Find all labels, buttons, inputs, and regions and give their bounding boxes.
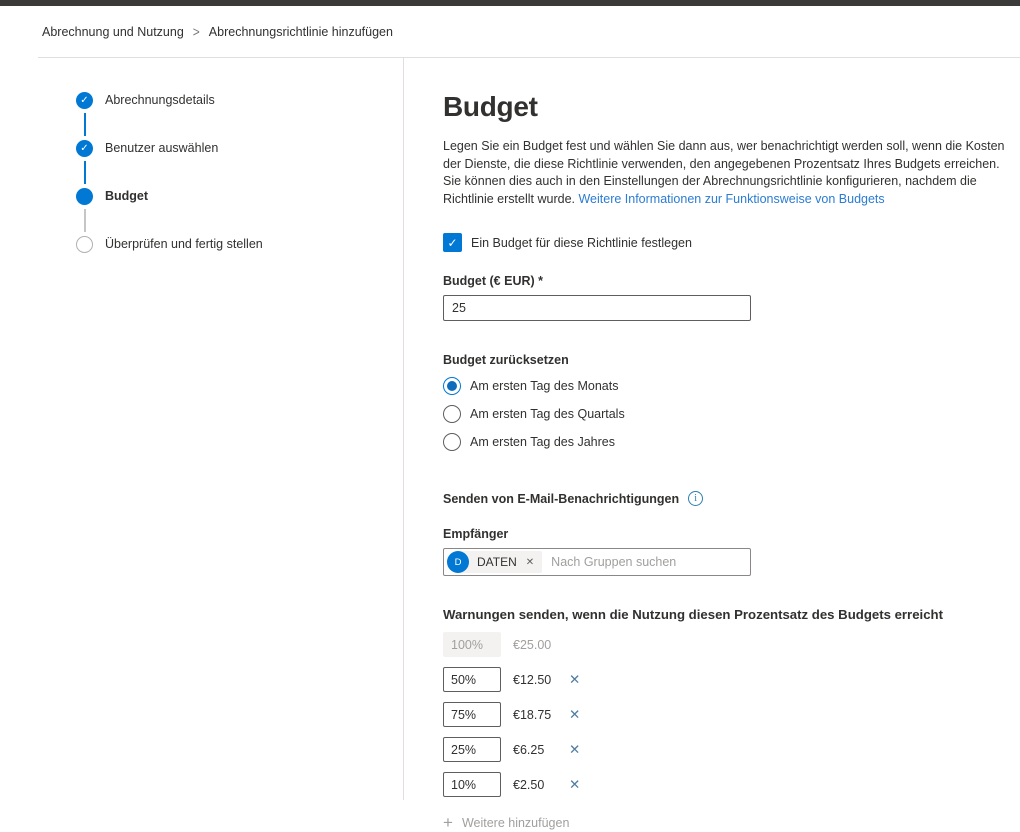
alert-amount: €2.50 [513,777,545,792]
alert-percent-input[interactable] [443,737,501,762]
alert-percent-input[interactable] [443,667,501,692]
radio-label: Am ersten Tag des Quartals [470,407,625,421]
recipients-picker[interactable] [443,548,751,576]
breadcrumb-item-add-policy: Abrechnungsrichtlinie hinzufügen [208,24,393,39]
radio-label: Am ersten Tag des Jahres [470,435,615,449]
alert-percent-input [443,632,501,657]
recipients-label: Empfänger [443,527,509,541]
page-content [0,58,1020,832]
intro-body: Legen Sie ein Budget fest und wählen Sie dann aus, wer benachrichtigt werden soll, wenn die Kosten der Dienste, die diese Richtlinie verwenden, den angegebenen Prozentsatz Ihres Budgets erreichen. Sie können dies auch in den Einstellungen der Abrechnungsrichtlinie konfigurieren, nachdem die Richtlinie erstellt wurde. [443,139,1005,206]
plus-icon: + [443,813,453,832]
step-budget[interactable] [76,188,403,236]
wizard-stepper [76,92,403,284]
add-more-label: Weitere hinzufügen [461,815,570,830]
radio-unselected-icon [443,433,461,451]
recipient-tag [447,551,542,573]
checkmark-icon: ✓ [447,235,458,250]
alert-amount: €12.50 [513,672,552,687]
alert-row-25 [443,737,1010,762]
remove-alert-icon[interactable]: ✕ [569,706,581,722]
radio-label: Am ersten Tag des Monats [470,379,619,393]
wizard-pane [0,58,404,800]
breadcrumb [42,25,393,39]
add-more-button[interactable] [443,814,1010,831]
recipient-tag-name: DATEN [477,555,517,569]
radio-selected-icon [443,377,461,395]
page-title: Budget [443,91,538,122]
budget-amount-label: Budget (€ EUR) * [443,274,543,288]
alert-amount: €6.25 [513,742,545,757]
alert-percent-input[interactable] [443,702,501,727]
budget-reset-label: Budget zurücksetzen [443,353,569,367]
email-notifications-section [443,491,1010,506]
alerts-heading: Warnungen senden, wenn die Nutzung diesen Prozentsatz des Budgets erreicht [443,607,943,622]
set-budget-checkbox[interactable] [443,233,462,252]
chevron-right-icon: > [192,23,200,40]
step-done-icon: ✓ [76,92,93,109]
remove-recipient-icon[interactable]: ✕ [525,556,535,568]
budget-info-link[interactable]: Weitere Informationen zur Funktionsweise von Budgets [578,191,885,206]
step-label: Budget [105,189,149,203]
alert-row-10 [443,772,1010,797]
info-icon[interactable]: i [688,491,703,506]
breadcrumb-item-billing[interactable]: Abrechnung und Nutzung [42,24,184,39]
remove-alert-icon[interactable]: ✕ [569,776,581,792]
email-notifications-label: Senden von E-Mail-Benachrichtigungen [443,491,680,506]
step-current-icon [76,188,93,205]
group-search-input[interactable] [551,555,750,569]
step-label: Überprüfen und fertig stellen [105,237,263,251]
radio-reset-quarterly[interactable] [443,405,1010,423]
alert-row-50 [443,667,1010,692]
step-label: Abrechnungsdetails [105,93,215,107]
radio-reset-monthly[interactable] [443,377,1010,395]
step-select-users[interactable] [76,140,403,188]
step-upcoming-icon [76,236,93,253]
alert-row-75 [443,702,1010,727]
radio-reset-yearly[interactable] [443,433,1010,451]
radio-unselected-icon [443,405,461,423]
step-label: Benutzer auswählen [105,141,219,155]
step-billing-details[interactable] [76,92,403,140]
budget-amount-input[interactable] [443,295,751,321]
breadcrumb-bar [0,6,1020,57]
avatar: D [447,551,469,573]
alert-percent-input[interactable] [443,772,501,797]
radio-dot [447,381,457,391]
step-done-icon: ✓ [76,140,93,157]
step-review-finish[interactable] [76,236,403,284]
alert-amount: €25.00 [513,637,552,652]
set-budget-checkbox-label: Ein Budget für diese Richtlinie festlegen [471,235,692,250]
budget-form [404,58,1020,832]
alert-amount: €18.75 [513,707,552,722]
remove-alert-icon[interactable]: ✕ [569,671,581,687]
alert-row-100 [443,632,1010,657]
remove-alert-icon[interactable]: ✕ [569,741,581,757]
intro-text [443,138,1010,208]
set-budget-checkbox-row [443,233,1010,252]
